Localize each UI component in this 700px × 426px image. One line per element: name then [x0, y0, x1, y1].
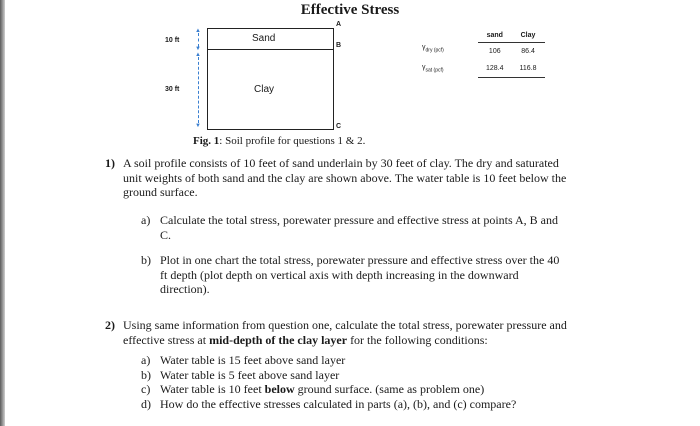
page-title: Effective Stress [300, 2, 400, 18]
dimension-line-sand [198, 33, 199, 47]
question-1-line: A soil profile consists of 10 feet of sand underlain by 30 feet of clay. The dry and saturated [123, 156, 559, 170]
dimension-arrow-down-icon: ▼ [195, 46, 201, 52]
clay-layer-label: Clay [254, 84, 275, 95]
gamma-dry-label: $\gamma_{dry (pcf)}$ [422, 44, 444, 54]
depth-label-sand: 10 ft [165, 37, 180, 44]
table-row-sat [478, 60, 545, 78]
question-1b-letter: b) [141, 253, 151, 267]
question-1-line: ground surface. [123, 185, 198, 199]
question-1-number: 1) [105, 156, 115, 170]
question-2-number: 2) [105, 318, 115, 332]
question-1a-line: Calculate the total stress, porewater pressure and effective stress at points A, B and [160, 213, 558, 227]
question-2-text [123, 318, 567, 347]
question-2b-item: b) Water table is 5 feet above sand layer [141, 367, 340, 382]
question-2-line: effective stress at mid-depth of the clay layer for the following conditions: [123, 332, 488, 347]
question-2c-item: c) Water table is 10 feet below ground surface. (same as problem one) [141, 382, 485, 396]
question-1-line: unit weights of both sand and the clay are shown above. The water table is 10 feet below the [123, 170, 567, 185]
sand-clay-boundary [207, 49, 333, 50]
gamma-sat-label: $\gamma_{sat (pcf)}$ [422, 64, 444, 74]
table-header-row [478, 28, 545, 43]
question-1-text [123, 156, 566, 200]
point-b-label: B [336, 42, 342, 49]
dimension-arrow-down-icon-2: ▼ [195, 123, 201, 129]
question-1b-line: Plot in one chart the total stress, porewater pressure and effective stress over the 40 [160, 253, 560, 267]
table-cell-sat-sand: 128.4 [478, 60, 512, 78]
question-2a-item: a) Water table is 15 feet above sand layer [141, 353, 346, 367]
question-1a-line: C. [160, 227, 172, 242]
figure-caption: Fig. 1: Soil profile for questions 1 & 2. [193, 135, 366, 147]
question-2d-item: d) How do the effective stresses calculated in parts (a), (b), and (c) compare? [141, 396, 517, 411]
question-1a-letter: a) [141, 213, 151, 227]
point-a-label: A [336, 21, 342, 28]
table-cell-sat-clay: 116.8 [512, 60, 545, 78]
table-header-sand: sand [478, 28, 512, 43]
point-c-label: C [336, 123, 342, 130]
question-1b-line: ft depth (plot depth on vertical axis with depth increasing in the downward [160, 267, 519, 282]
question-1b-text [160, 253, 559, 297]
question-1a-text [160, 213, 558, 242]
unit-weight-table [478, 28, 545, 78]
dimension-arrow-up-icon: ▲ [195, 28, 201, 34]
question-1b-line: direction). [160, 282, 210, 296]
question-2-subitems [141, 353, 516, 411]
table-cell-dry-clay: 86.4 [521, 48, 535, 55]
dimension-arrow-up-icon-2: ▲ [195, 52, 201, 58]
dimension-line-clay [198, 57, 199, 123]
sand-layer-label: Sand [252, 33, 276, 44]
table-header-clay: Clay [512, 28, 545, 43]
left-edge-shadow [0, 0, 5, 426]
table-cell-dry-sand: 106 [488, 48, 501, 55]
depth-label-clay: 30 ft [165, 86, 180, 93]
table-row-dry [478, 43, 545, 61]
question-2-line: Using same information from question one, calculate the total stress, porewater pressure and [123, 318, 567, 332]
